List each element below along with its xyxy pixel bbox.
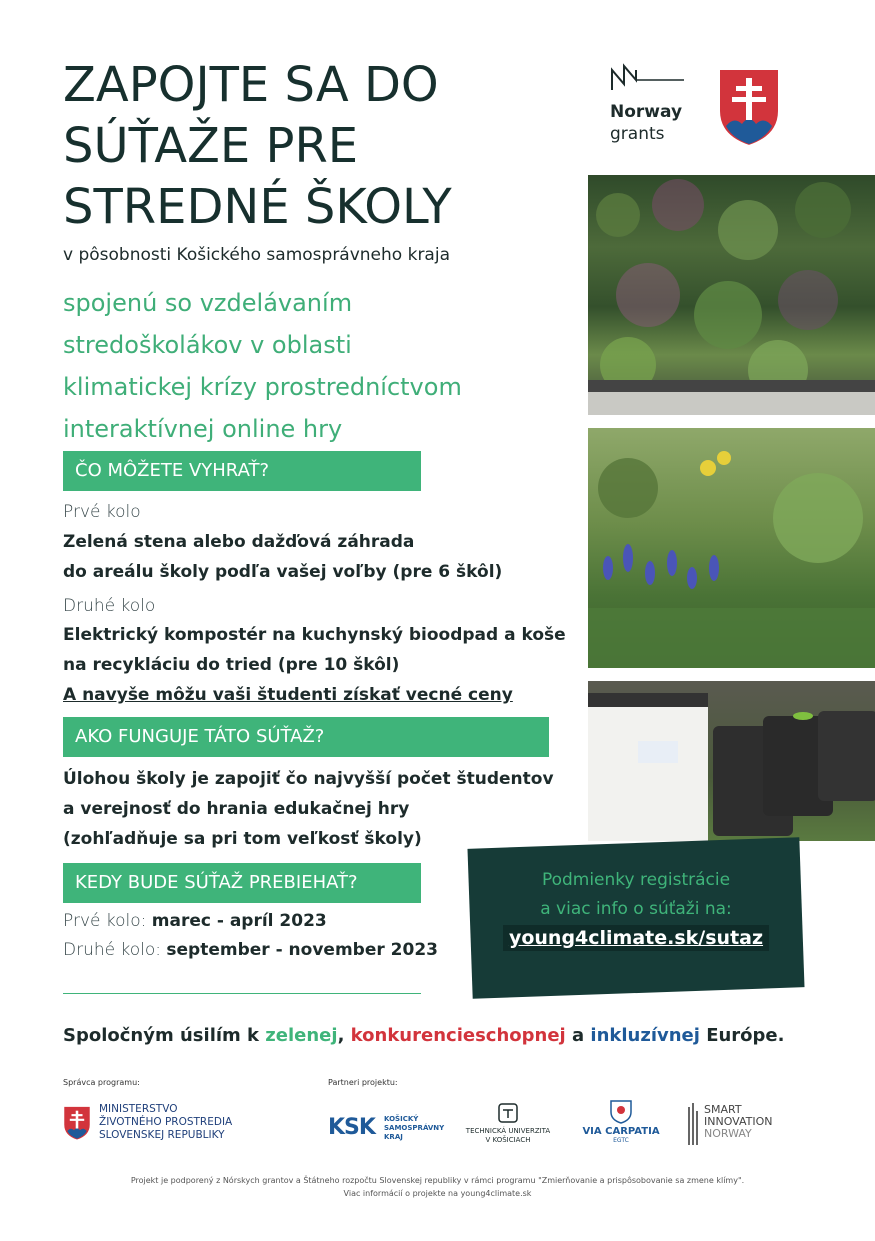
- smart-line-1: SMART: [704, 1103, 742, 1116]
- via-carpatia-sub: EGTC: [613, 1137, 629, 1144]
- photo-composter-bins: [588, 681, 875, 841]
- via-carpatia-logo: [578, 1098, 664, 1150]
- lead-text: [63, 282, 563, 450]
- smart-innovation-norway-logo: [688, 1103, 788, 1147]
- lead-line-1: spojenú so vzdelávaním: [63, 289, 353, 317]
- how-description: [63, 764, 554, 854]
- lead-line-2: stredoškolákov v oblasti: [63, 331, 352, 359]
- how-line-3: (zohľadňuje sa pri tom veľkosť školy): [63, 829, 422, 849]
- round1-prize: [63, 527, 502, 587]
- round1-prize-line-1: Zelená stena alebo dažďová záhrada: [63, 532, 415, 552]
- ministry-line-1: MINISTERSTVO: [99, 1103, 178, 1115]
- ministry-coat-of-arms-icon: [63, 1105, 91, 1141]
- registration-callout: [470, 843, 802, 993]
- ksk-mark-icon: KSK: [328, 1115, 375, 1140]
- round1-dates-row: [63, 911, 327, 931]
- round1-label: Prvé kolo: [63, 502, 141, 522]
- ksk-line-2: SAMOSPRÁVNY: [384, 1124, 445, 1132]
- tagline-comma: ,: [337, 1025, 351, 1046]
- page-title: [63, 55, 483, 238]
- norway-grants-logo: [610, 62, 690, 152]
- round2-prize: [63, 620, 566, 680]
- partners-label: Partneri projektu:: [328, 1078, 398, 1087]
- smart-innovation-bars-icon: [688, 1103, 700, 1145]
- round2-dates: september - november 2023: [166, 940, 438, 960]
- rain-garden-flowers-icon: [588, 428, 875, 668]
- round2-prize-line-2: na recykláciu do tried (pre 10 škôl): [63, 655, 400, 675]
- section-when-heading: KEDY BUDE SÚŤAŽ PREBIEHAŤ?: [63, 863, 421, 903]
- ksk-line-1: KOŠICKÝ: [384, 1115, 419, 1123]
- ministry-line-3: SLOVENSKEJ REPUBLIKY: [99, 1129, 225, 1141]
- slovak-coat-of-arms-icon: [716, 66, 782, 148]
- round2-dates-row: [63, 940, 438, 960]
- round2-label: Druhé kolo: [63, 596, 156, 616]
- tuke-line-2: V KOŠICIACH: [485, 1136, 531, 1144]
- tagline-green: zelenej: [265, 1025, 338, 1046]
- round1-dates: marec - apríl 2023: [151, 911, 327, 931]
- lead-line-3: klimatickej krízy prostredníctvom: [63, 373, 462, 401]
- ministry-line-2: ŽIVOTNÉHO PROSTREDIA: [99, 1116, 233, 1128]
- section-win-heading: ČO MÔŽETE VYHRAŤ?: [63, 451, 421, 491]
- tagline-blue: inkluzívnej: [590, 1025, 700, 1046]
- lead-line-4: interaktívnej online hry: [63, 415, 343, 443]
- composter-bins-icon: [588, 681, 875, 841]
- tagline-part-1: Spoločným úsilím k: [63, 1025, 266, 1046]
- subtitle: v pôsobnosti Košického samosprávneho kraja: [63, 245, 450, 265]
- tagline: [63, 1025, 784, 1046]
- norway-grants-mark-icon: [610, 62, 686, 92]
- via-carpatia-emblem-icon: [608, 1098, 634, 1124]
- tuke-logo: [458, 1102, 558, 1148]
- footer-more-info: Viac informácií o projekte na young4climate.sk: [343, 1189, 532, 1198]
- round1-prize-line-2: do areálu školy podľa vašej voľby (pre 6 škôl): [63, 562, 503, 582]
- ksk-logo: [328, 1115, 448, 1145]
- section-how-heading: AKO FUNGUJE TÁTO SÚŤAŽ?: [63, 717, 549, 757]
- via-carpatia-name: VIA CARPATIA: [582, 1126, 660, 1137]
- tuke-emblem-icon: [497, 1102, 519, 1124]
- round2-dates-label: Druhé kolo:: [63, 940, 161, 960]
- how-line-1: Úlohou školy je zapojiť čo najvyšší počet študentov: [63, 769, 554, 789]
- round2-prize-line-1: Elektrický kompostér na kuchynský bioodpad a koše: [63, 625, 566, 645]
- callout-line-1: Podmienky registrácie: [541, 870, 731, 890]
- photo-green-wall: [588, 175, 875, 415]
- footer-funding-note: Projekt je podporený z Nórskych grantov a Štátneho rozpočtu Slovenskej republiky v rámci programu "Zmierňovanie a prispôsobovanie sa zmene klímy".: [130, 1176, 745, 1185]
- title-line-1: ZAPOJTE SA DO: [63, 57, 439, 113]
- how-line-2: a verejnosť do hrania edukačnej hry: [63, 799, 410, 819]
- tagline-and: a: [565, 1025, 591, 1046]
- tagline-end: Európe.: [699, 1025, 785, 1046]
- norway-logo-name: Norway: [610, 102, 683, 122]
- ministry-logo: [63, 1103, 263, 1147]
- green-wall-foliage-icon: [588, 175, 875, 415]
- title-line-3: STREDNÉ ŠKOLY: [63, 179, 452, 235]
- callout-line-2: a viac info o súťaži na:: [540, 899, 732, 919]
- tuke-line-1: TECHNICKÁ UNIVERZITA: [465, 1127, 551, 1135]
- ksk-line-3: KRAJ: [384, 1133, 403, 1141]
- round1-dates-label: Prvé kolo:: [63, 911, 147, 931]
- extra-prizes-note: A navyše môžu vaši študenti získať vecné ceny: [63, 685, 513, 705]
- divider-line: [63, 993, 421, 994]
- title-line-2: SÚŤAŽE PRE: [63, 118, 359, 174]
- tagline-red: konkurencieschopnej: [350, 1025, 566, 1046]
- callout-link[interactable]: young4climate.sk/sutaz: [503, 925, 769, 951]
- smart-line-3: NORWAY: [704, 1127, 752, 1140]
- norway-logo-grants: grants: [610, 124, 665, 144]
- program-manager-label: Správca programu:: [63, 1078, 140, 1087]
- photo-rain-garden: [588, 428, 875, 668]
- smart-line-2: INNOVATION: [704, 1115, 773, 1128]
